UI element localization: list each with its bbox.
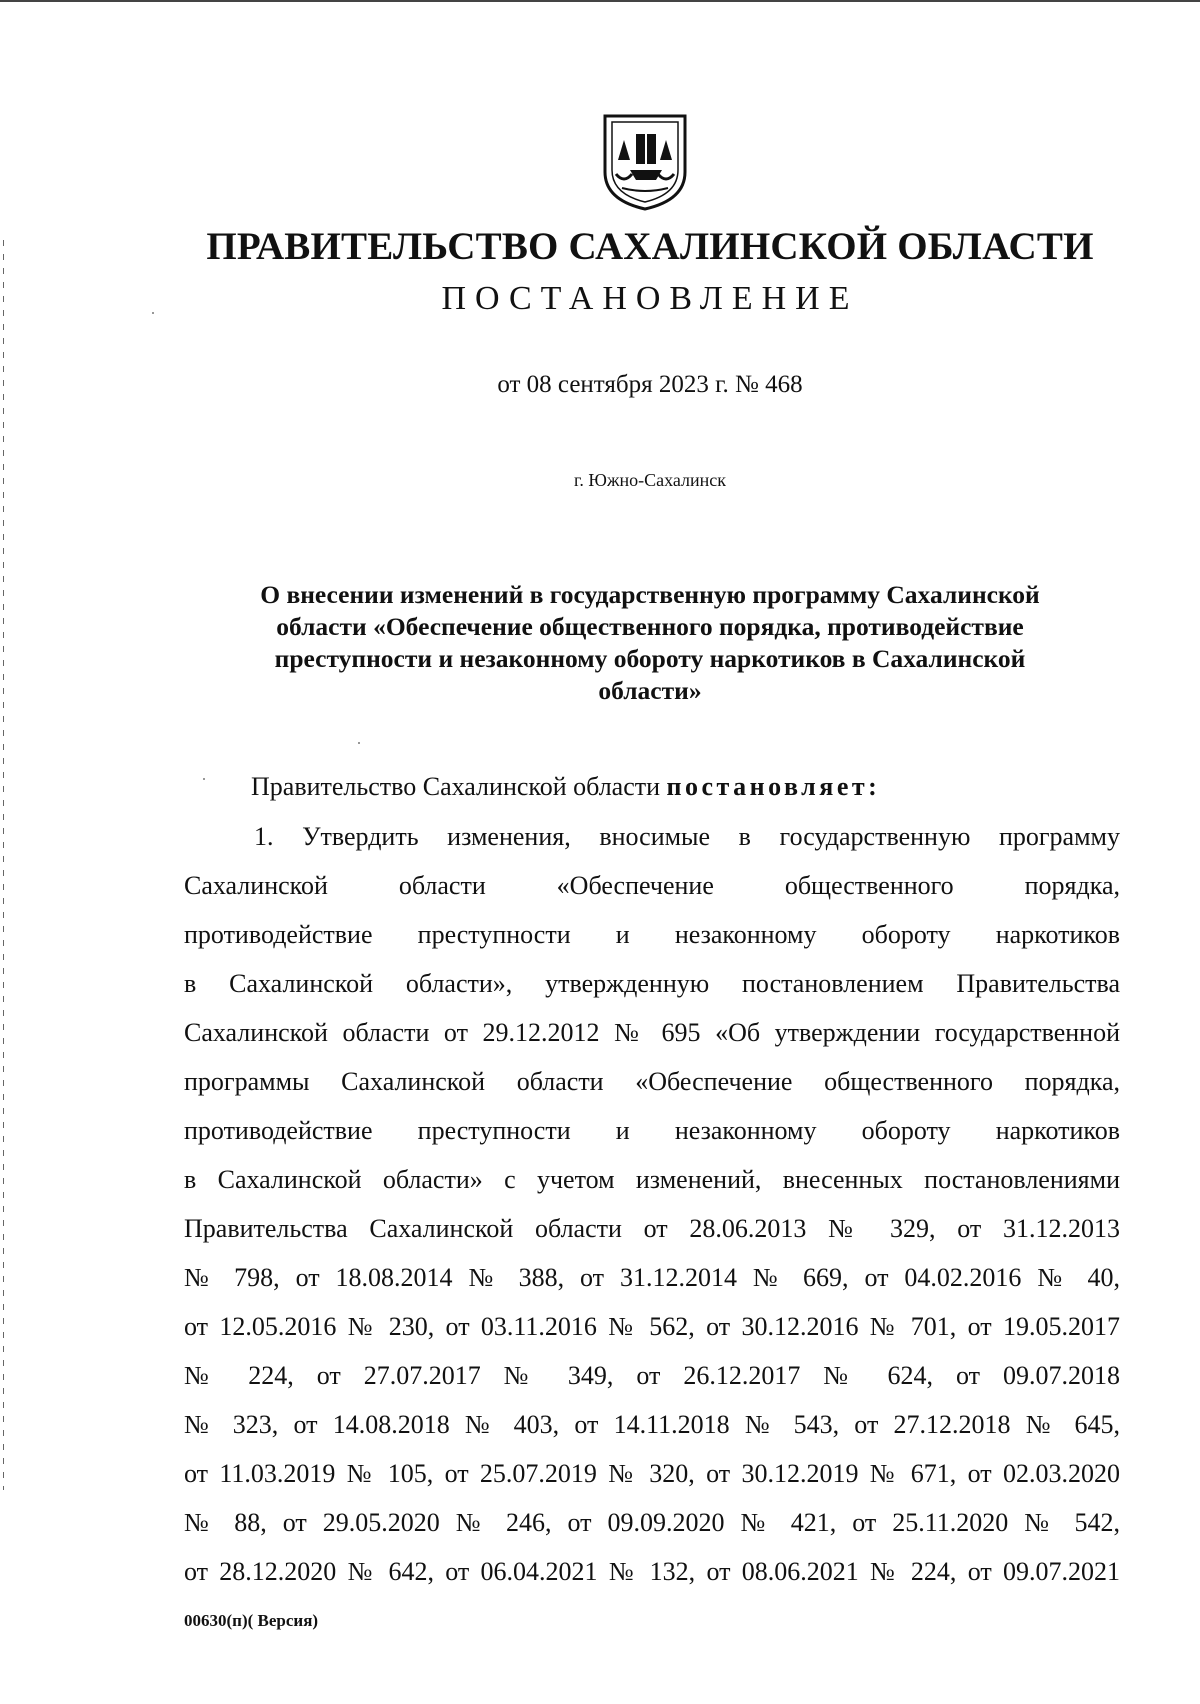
body-line: № 323, от 14.08.2018 № 403, от 14.11.2018 № 543, от 27.12.2018 № 645, (184, 1410, 1120, 1439)
body-line: противодействие преступности и незаконному обороту наркотиков (184, 1116, 1120, 1145)
body-line: № 798, от 18.08.2014 № 388, от 31.12.2014 № 669, от 04.02.2016 № 40, (184, 1263, 1120, 1292)
title-line: О внесении изменений в государственную программу Сахалинской (260, 580, 1040, 609)
coat-of-arms-icon (600, 112, 690, 212)
preamble (251, 772, 880, 802)
scan-left-edge (3, 240, 4, 1490)
title-line: области» (598, 676, 702, 705)
document-title (180, 579, 1120, 707)
body-line: от 28.12.2020 № 642, от 06.04.2021 № 132, от 08.06.2021 № 224, от 09.07.2021 (184, 1557, 1120, 1586)
document-date-number: от 08 сентября 2023 г. № 468 (497, 371, 803, 398)
scan-speck (203, 778, 205, 780)
organization-name: ПРАВИТЕЛЬСТВО САХАЛИНСКОЙ ОБЛАСТИ (206, 225, 1094, 268)
preamble-emphasis: постановляет: (666, 772, 881, 801)
body-line: № 88, от 29.05.2020 № 246, от 09.09.2020 № 421, от 25.11.2020 № 542, (184, 1508, 1120, 1537)
body-line: Сахалинской области от 29.12.2012 № 695 «Об утверждении государственной (184, 1018, 1120, 1047)
body-line: от 12.05.2016 № 230, от 03.11.2016 № 562, от 30.12.2016 № 701, от 19.05.2017 (184, 1312, 1120, 1341)
body-line: Правительства Сахалинской области от 28.06.2013 № 329, от 31.12.2013 (184, 1214, 1120, 1243)
footer-code: 00630(п)( Версия) (184, 1611, 319, 1630)
body-line: противодействие преступности и незаконному обороту наркотиков (184, 920, 1120, 949)
title-line: области «Обеспечение общественного порядка, противодействие (276, 612, 1024, 641)
body-line: 1. Утвердить изменения, вносимые в государственную программу (254, 822, 1120, 851)
body-line: в Сахалинской области», утвержденную постановлением Правительства (184, 969, 1120, 998)
body-line: № 224, от 27.07.2017 № 349, от 26.12.2017 № 624, от 09.07.2018 (184, 1361, 1120, 1390)
scan-top-edge (0, 0, 1200, 2)
preamble-text: Правительство Сахалинской области (251, 772, 667, 801)
body-line: программы Сахалинской области «Обеспечение общественного порядка, (184, 1067, 1120, 1096)
scan-speck (358, 742, 360, 744)
body-line: Сахалинской области «Обеспечение общественного порядка, (184, 871, 1120, 900)
document-type: ПОСТАНОВЛЕНИЕ (441, 280, 859, 317)
body-line: в Сахалинской области» с учетом изменений, внесенных постановлениями (184, 1165, 1120, 1194)
title-line: преступности и незаконному обороту наркотиков в Сахалинской (274, 644, 1026, 673)
body-line: от 11.03.2019 № 105, от 25.07.2019 № 320, от 30.12.2019 № 671, от 02.03.2020 (184, 1459, 1120, 1488)
document-city: г. Южно-Сахалинск (573, 470, 727, 490)
scan-speck (152, 312, 154, 314)
